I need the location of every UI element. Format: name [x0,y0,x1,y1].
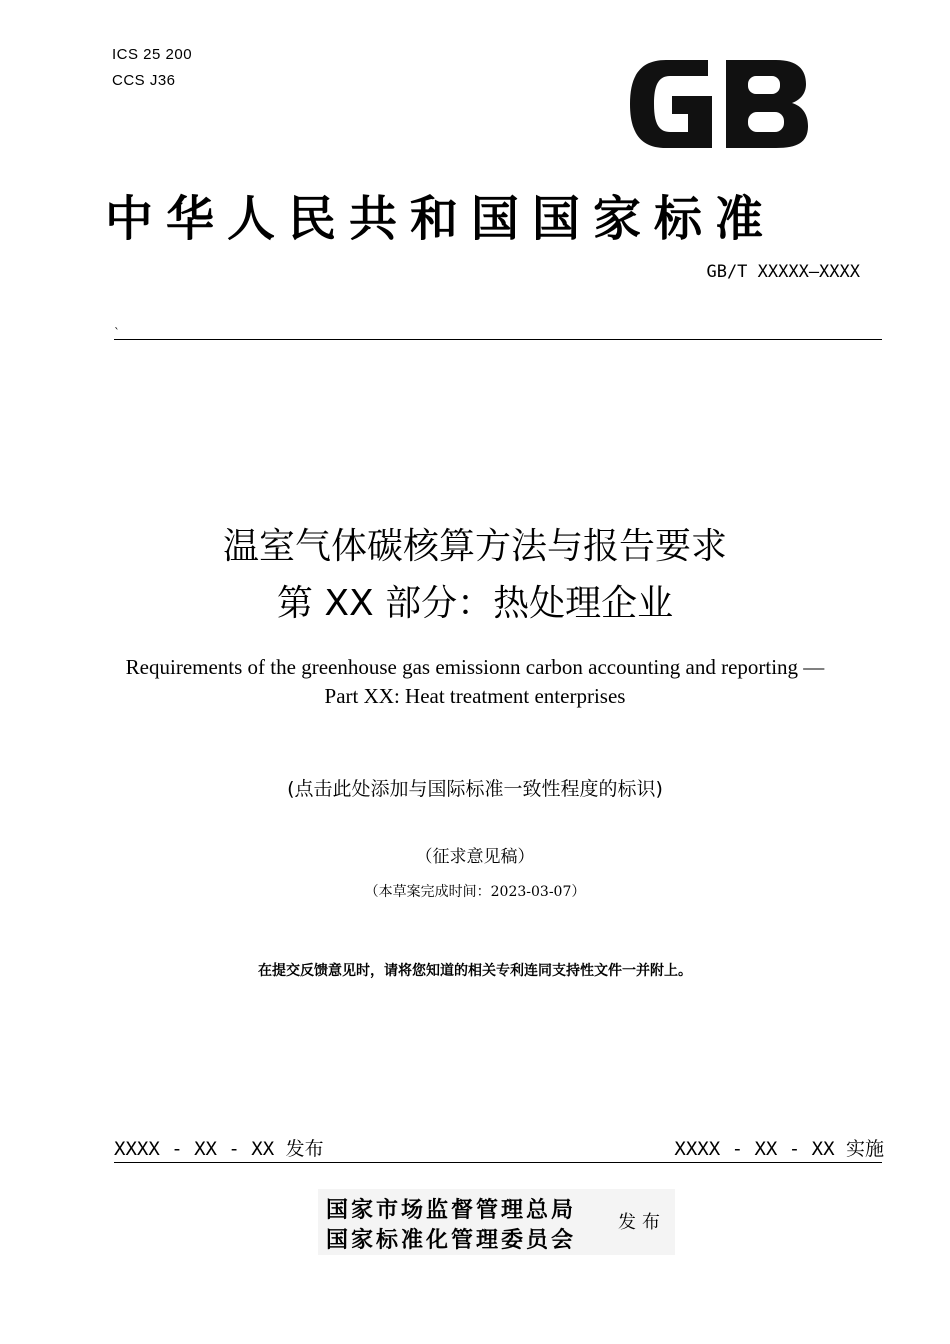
tick-mark: ` [114,326,120,340]
publish-date: XXXX - XX - XX 发布 [114,1138,324,1160]
title-chinese-line1: 温室气体碳核算方法与报告要求 [222,526,727,567]
title-chinese-line2: 第 XX 部分：热处理企业 [276,583,674,624]
header-divider [114,339,882,340]
issuer-sac: 国家标准化管理委员会 [326,1227,577,1253]
issuer-action: 发布 [618,1212,666,1233]
issuer-block [318,1189,675,1255]
standard-number: GB/T XXXXX—XXXX [706,262,860,282]
draft-completion-date: （本草案完成时间：2023-03-07） [364,884,586,900]
implement-date: XXXX - XX - XX 实施 [674,1138,884,1160]
footer-divider [114,1162,882,1163]
ics-code: ICS 25 200 [112,46,193,63]
national-standard-title: 中华人民共和国国家标准 [105,191,777,247]
draft-type: （征求意见稿） [415,847,535,867]
issuer-samr: 国家市场监督管理总局 [326,1197,577,1223]
ccs-code: CCS J36 [112,72,176,89]
title-english-line2: Part XX: Heat treatment enterprises [324,684,626,708]
consistency-note[interactable]: (点击此处添加与国际标准一致性程度的标识) [287,778,663,800]
patent-note: 在提交反馈意见时，请将您知道的相关专利连同支持性文件一并附上。 [258,963,692,979]
title-english-line1: Requirements of the greenhouse gas emissionn carbon accounting and reporting — [125,655,825,679]
gb-logo-icon [626,56,812,152]
